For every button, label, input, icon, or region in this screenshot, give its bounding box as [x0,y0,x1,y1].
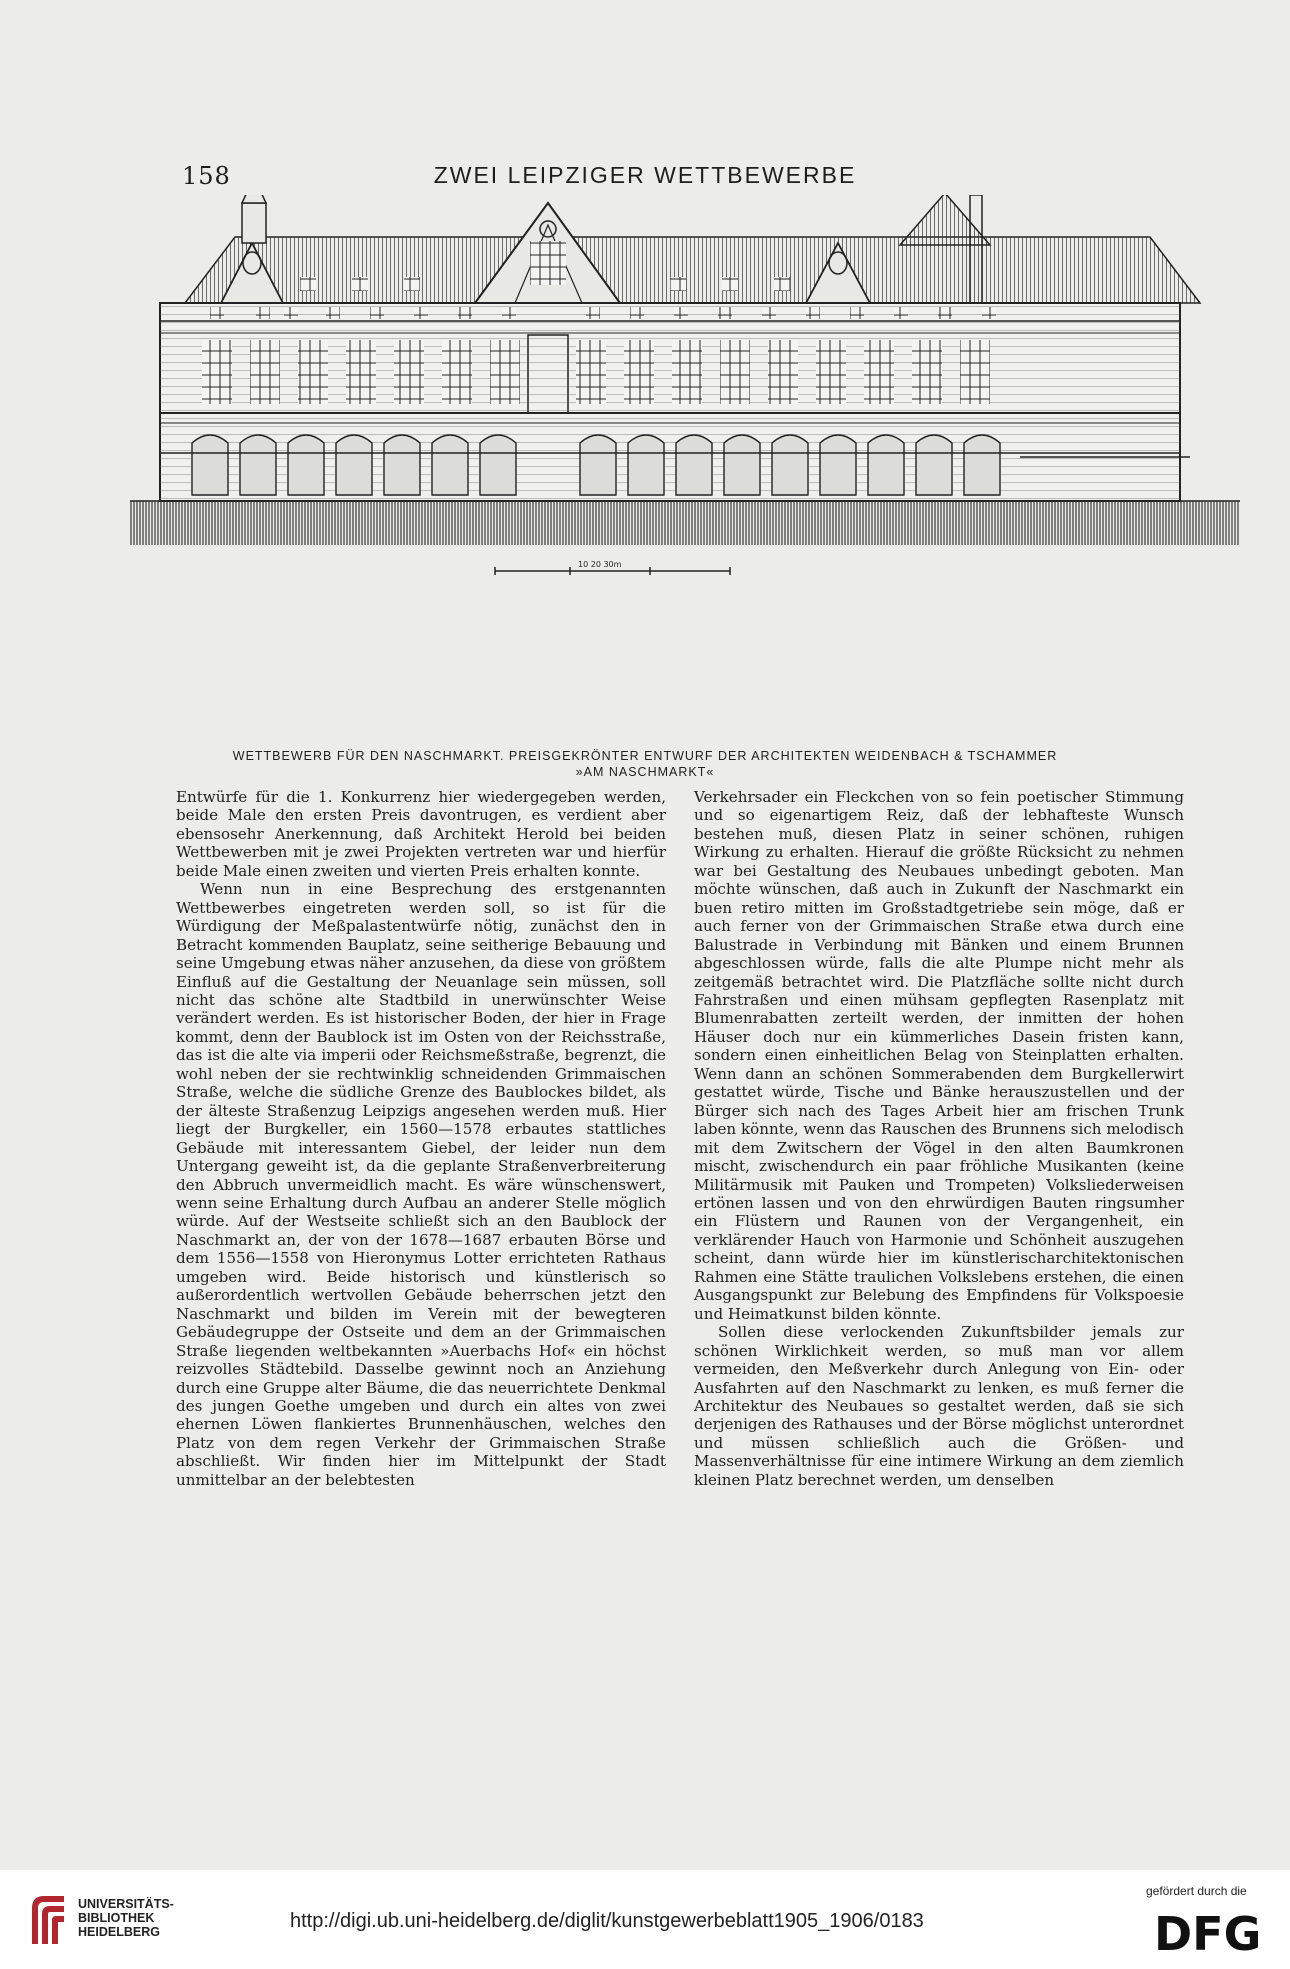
right-text-column [694,788,1184,1489]
architectural-elevation-drawing [130,195,1240,735]
caption-line-2: »AM NASCHMARKT« [575,765,715,779]
right-paragraph-1: Verkehrsader ein Fleckchen von so fein poetischer Stimmung und so eigenartigem Reiz, daß der lebhafteste Wunsch bestehen muß, diesen Platz in seiner schönen, ruhigen Wirkung zu erhalten. Hierauf die größte Rücksicht zu nehmen war bei Gestaltung des Neubaues unbedingt geboten. Man möchte wünschen, daß auch in Zukunft der Naschmarkt ein buen retiro mitten im Großstadtgetriebe sein möge, daß er auch ferner von der Grimmaischen Straße etwa durch eine Balustrade in Verbindung mit Bänken und einem Brunnen abgeschlossen würde, falls die alte Plumpe nicht mehr als zeitgemäß betrachtet wird. Die Platzfläche sollte nicht durch Fahrstraßen und einen mühsam gepflegten Rasenplatz mit Blumenrabatten zerteilt werden, der inmitten der hohen Häuser doch nur ein kümmerliches Dasein fristen kann, sondern einen einheitlichen Belag von Steinplatten erhalten. Wenn dann an schönen Sommerabenden dem Burgkellerwirt gestattet würde, Tische und Bänke herauszustellen und der Bürger sich nach des Tages Arbeit hier am frischen Trunk laben könnte, wenn das Rauschen des Brunnens sich melodisch mit dem Zwitschern der Vögel in den alten Baumkronen mischt, zwischendurch ein paar fröhliche Musikanten (keine Militärmusik mit Pauken und Trompeten) Volksliederweisen ertönen lassen und von den ehrwürdigen Bauten ringsumher ein Flüstern und Raunen von der Vergangenheit, ein verklärender Hauch von Harmonie und Schönheit auszugehen scheint, dann würde hier im künstlerischarchitektonischen Rahmen eine Stätte traulichen Volkslebens erstehen, die einen Ausgangspunkt zur Belebung des Empfindens für Volkspoesie und Heimatkunst bilden könnte. [694,788,1184,1323]
permalink-url[interactable]: http://digi.ub.uni-heidelberg.de/diglit/kunstgewerbeblatt1905_1906/0183 [290,1910,924,1932]
left-paragraph-1: Entwürfe für die 1. Konkurrenz hier wiedergegeben werden, beide Male den ersten Preis davontrugen, es verdient aber ebensosehr Anerkennung, daß Architekt Herold bei beiden Wettbewerben mit je zwei Projekten vertreten war und hierfür beide Male einen zweiten und vierten Preis erhalten konnte. [176,788,666,880]
dfg-logo [1154,1908,1264,1954]
running-head: ZWEI LEIPZIGER WETTBEWERBE [433,162,857,188]
page-number: 158 [182,162,231,190]
scale-label: 10 20 30m [578,560,622,569]
dfg-logo-text: DFG [1154,1908,1262,1954]
funded-by-label: gefördert durch die [1146,1884,1247,1898]
library-name-line-3: HEIDELBERG [78,1925,160,1939]
figure-caption [150,748,1140,780]
library-name-line-2: BIBLIOTHEK [78,1911,155,1925]
right-paragraph-2: Sollen diese verlockenden Zukunftsbilder jemals zur schönen Wirklichkeit werden, so muß man vor allem vermeiden, den Meßverkehr durch Anlegung von Ein- oder Ausfahrten auf den Naschmarkt zu lenken, es muß ferner die Architektur des Neubaues so gestaltet werden, daß sie sich derjenigen des Rathauses und der Börse möglichst unterordnet und müssen schließlich auch die Größen- und Massenverhältnisse für eine intimere Wirkung an dem ziemlich kleinen Platz berechnet werden, um denselben [694,1323,1184,1489]
library-name [78,1897,174,1939]
digitization-footer [0,1870,1290,1969]
left-text-column [176,788,666,1489]
caption-line-1: WETTBEWERB FÜR DEN NASCHMARKT. PREISGEKRÖNTER ENTWURF DER ARCHITEKTEN WEIDENBACH & TSCHAMMER [232,749,1058,763]
library-name-line-1: UNIVERSITÄTS- [78,1897,174,1911]
library-logo-icon [28,1892,68,1946]
left-paragraph-2: Wenn nun in eine Besprechung des erstgenannten Wettbewerbes eingetreten werden soll, so ist für die Würdigung der Meßpalastentwürfe nötig, zunächst den in Betracht kommenden Bauplatz, seine seitherige Bebauung und seine Umgebung etwas näher anzusehen, da diese von größtem Einfluß auf die Gestaltung der Neuanlage sein müssen, soll nicht das schöne alte Stadtbild in unerwünschter Weise verändert werden. Es ist historischer Boden, der hier in Frage kommt, denn der Baublock ist im Osten von der Reichsstraße, das ist die alte via imperii oder Reichsmeßstraße, begrenzt, die wohl neben der sie rechtwinklig schneidenden Grimmaischen Straße, welche die südliche Grenze des Baublockes bildet, als der älteste Straßenzug Leipzigs angesehen werden muß. Hier liegt der Burgkeller, ein 1560—1578 erbautes stattliches Gebäude mit interessantem Giebel, der leider nun dem Untergang geweiht ist, da die geplante Straßenverbreiterung den Abbruch unvermeidlich macht. Es wäre wünschenswert, wenn seine Erhaltung durch Aufbau an anderer Stelle möglich würde. Auf der Westseite schließt sich an den Baublock der Naschmarkt an, der von der 1678—1687 erbauten Börse und dem 1556—1558 von Hieronymus Lotter errichteten Rathaus umgeben wird. Beide historisch und künstlerisch so außerordentlich wertvollen Gebäude beherrschen jetzt den Naschmarkt und bilden im Verein mit der bewegteren Gebäudegruppe der Ostseite und dem an der Grimmaischen Straße liegenden weltbekannten »Auerbachs Hof« ein höchst reizvolles Städtebild. Dasselbe gewinnt noch an Anziehung durch eine Gruppe alter Bäume, die das neuerrichtete Denkmal des jungen Goethe umgeben und durch ein altes von zwei ehernen Löwen flankiertes Brunnenhäuschen, welches den Platz von dem regen Verkehr der Grimmaischen Straße abschließt. Wir finden hier im Mittelpunkt der Stadt unmittelbar an der belebtesten [176,880,666,1489]
